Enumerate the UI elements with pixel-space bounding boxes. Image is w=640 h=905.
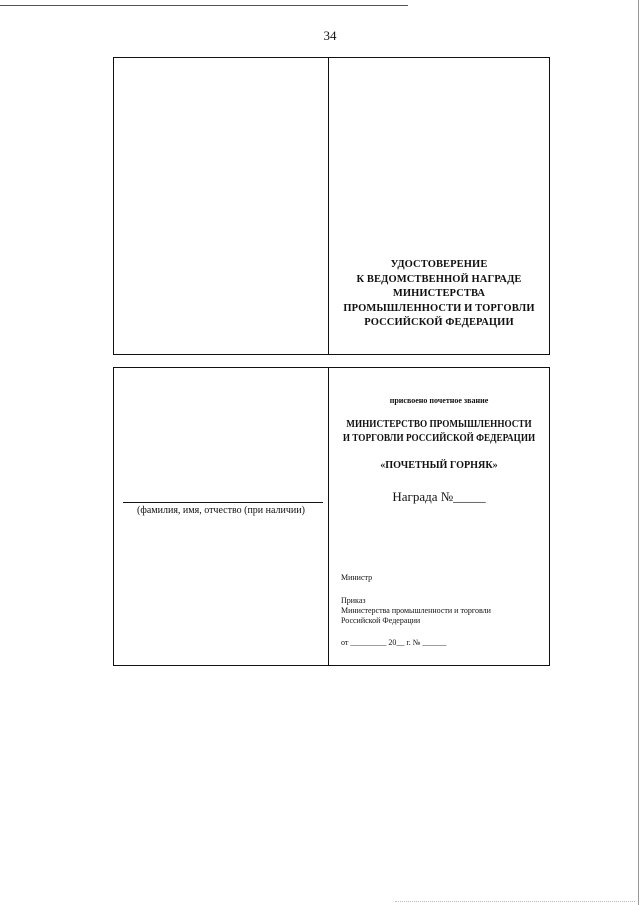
inner-right-panel: [329, 368, 549, 665]
top-rule: [0, 5, 408, 6]
certificate-inner-spread: [113, 367, 550, 666]
name-caption: (фамилия, имя, отчество (при наличии): [137, 505, 305, 516]
cover-back-panel: [114, 58, 329, 354]
award-title: «ПОЧЕТНЫЙ ГОРНЯК»: [380, 459, 498, 471]
bottom-dotted-rule: [395, 901, 635, 902]
order-date-line: от _________ 20__ г. № ______: [341, 638, 447, 647]
cover-title-line: ПРОМЫШЛЕННОСТИ И ТОРГОВЛИ: [343, 302, 535, 314]
ministry-name: [338, 418, 540, 446]
cover-title-line: К ВЕДОМСТВЕННОЙ НАГРАДЕ: [356, 273, 522, 285]
order-block: [341, 596, 491, 626]
awarded-caption: присвоено почетное звание: [389, 396, 489, 405]
right-edge-rule: [638, 0, 639, 905]
cover-title-line: РОССИЙСКОЙ ФЕДЕРАЦИИ: [364, 317, 514, 328]
page-number: 34: [323, 28, 337, 43]
certificate-cover-spread: [113, 57, 550, 355]
order-label: Приказ: [341, 596, 366, 605]
order-ministry-line: Министерства промышленности и торговли: [341, 606, 491, 615]
name-signature-line: [123, 502, 323, 503]
cover-front-panel: [329, 58, 549, 354]
ministry-name-line: МИНИСТЕРСТВО ПРОМЫШЛЕННОСТИ: [346, 419, 532, 430]
award-number: Награда №_____: [392, 489, 486, 504]
minister-label: Министр: [341, 573, 373, 582]
cover-title: [329, 258, 549, 331]
order-ministry-line: Российской Федерации: [341, 616, 421, 625]
cover-title-line: УДОСТОВЕРЕНИЕ: [390, 259, 488, 270]
inner-left-panel: [114, 368, 329, 665]
cover-title-line: МИНИСТЕРСТВА: [392, 288, 486, 299]
ministry-name-line: И ТОРГОВЛИ РОССИЙСКОЙ ФЕДЕРАЦИИ: [342, 433, 536, 444]
